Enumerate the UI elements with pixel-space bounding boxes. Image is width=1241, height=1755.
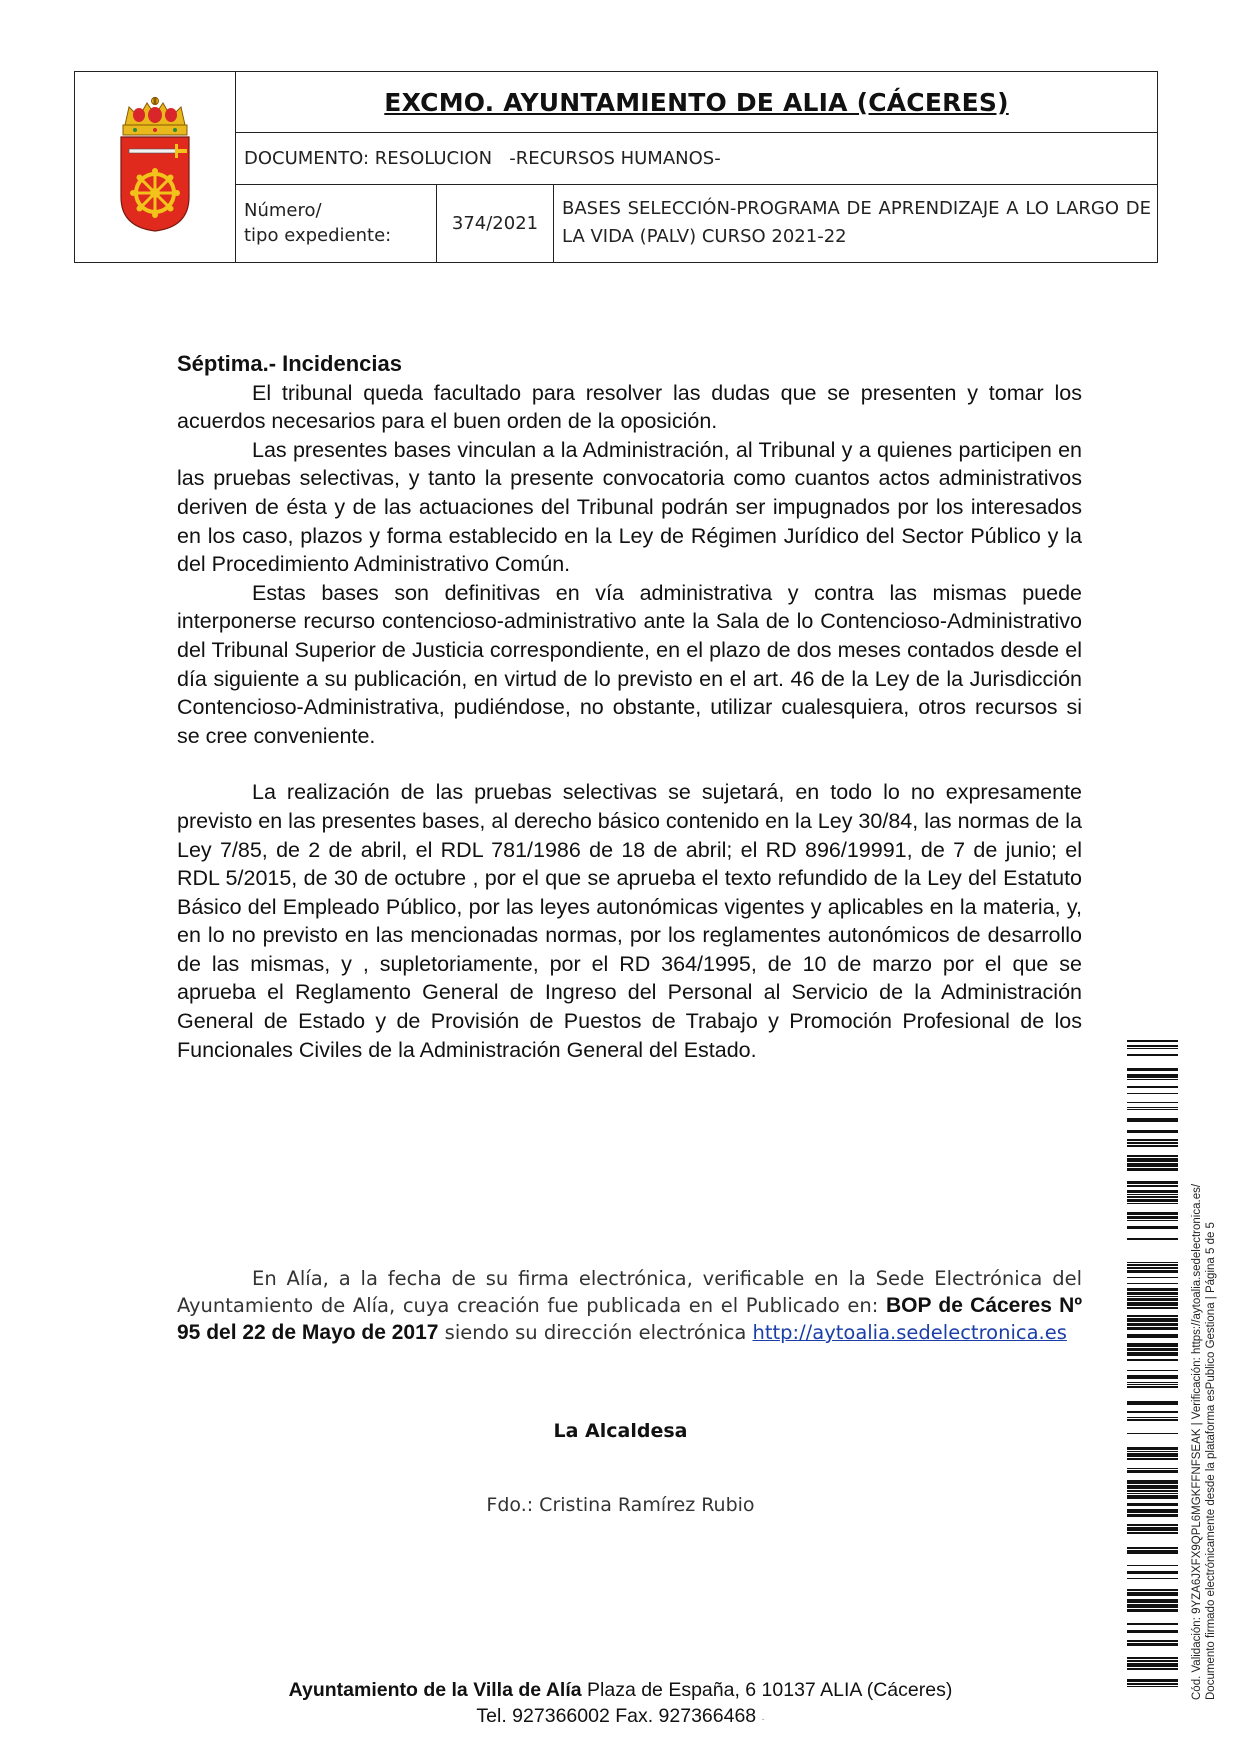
barcode-bar (1127, 1203, 1178, 1204)
barcode-bar (1127, 1318, 1178, 1322)
barcode-bar (1127, 1168, 1178, 1171)
barcode-bar (1127, 1277, 1178, 1278)
barcode-bar (1127, 1185, 1178, 1187)
barcode-bar (1127, 1578, 1178, 1579)
sede-electronica-link[interactable]: http://aytoalia.sedelectronica.es (752, 1321, 1067, 1344)
footer-address-line (0, 1677, 1241, 1703)
barcode-bar (1127, 1419, 1178, 1421)
barcode-bar (1127, 1660, 1178, 1662)
barcode-bar (1127, 1458, 1178, 1460)
org-title: EXCMO. AYUNTAMIENTO DE ALIA (CÁCERES) (236, 72, 1158, 133)
barcode-bar (1127, 1359, 1178, 1361)
barcode-bar (1127, 1640, 1178, 1642)
barcode-bar (1127, 1485, 1178, 1489)
barcode-bar (1127, 1370, 1178, 1371)
barcode-bar (1127, 1382, 1178, 1383)
barcode-bar (1127, 1283, 1178, 1284)
barcode-bar (1127, 1315, 1178, 1317)
paragraph-3: Estas bases son definitivas en vía administrativa y contra las mismas puede interponerse recurso contencioso-administrativo ante la Sala de lo Contencioso-Administrativo del Tribunal Superior de Justicia correspondiente, en el plazo de dos meses contados desde el día siguiente a su publicación, en virtud de lo previsto en el art. 46 de la Ley de la Jurisdicción Contencioso-Administrativa, pudiéndose, no obstante, utilizar cualesquiera, otros recursos si se cree conveniente. (177, 580, 1082, 748)
barcode-bar (1127, 1509, 1178, 1513)
numero-label-line-1: Número/ (244, 200, 322, 222)
footer-dash: - (761, 1714, 765, 1724)
barcode-bar (1127, 1468, 1178, 1469)
barcode-bar (1127, 1181, 1178, 1184)
barcode-bar (1127, 1401, 1178, 1405)
barcode-bar (1127, 1589, 1178, 1591)
barcode-bar (1127, 1139, 1178, 1141)
barcode-bar (1127, 1623, 1178, 1625)
barcode-bar (1127, 1343, 1178, 1347)
verification-line-2: Documento firmado electrónicamente desde la plataforma esPublico Gestiona | Página 5 de 5 (1205, 1222, 1217, 1700)
barcode-bar (1127, 1079, 1178, 1080)
barcode-bar (1127, 1163, 1178, 1167)
barcode-bar (1127, 1643, 1178, 1646)
barcode-bar (1127, 1571, 1178, 1574)
document-body (177, 350, 1082, 1064)
barcode-bar (1127, 1238, 1178, 1240)
barcode-bar (1127, 1093, 1178, 1094)
barcode-bar (1127, 1216, 1178, 1219)
barcode-bar (1127, 1194, 1178, 1195)
barcode-bar (1127, 1212, 1178, 1215)
barcode-bar (1127, 1142, 1178, 1144)
barcode-bar (1127, 1503, 1178, 1506)
expediente-description: BASES SELECCIÓN-PROGRAMA DE APRENDIZAJE A LO LARGO DE LA VIDA (PALV) CURSO 2021-22 (554, 184, 1158, 262)
barcode-bar (1127, 1417, 1178, 1418)
barcode-bar (1127, 1493, 1178, 1494)
barcode-bar (1127, 1158, 1178, 1162)
barcode-bar (1127, 1190, 1178, 1193)
barcode-bar (1127, 1302, 1178, 1306)
footer-contact-line (0, 1703, 1241, 1732)
barcode-bar (1127, 1323, 1178, 1326)
barcode-bar (1127, 1375, 1178, 1379)
footer-address: Plaza de España, 6 10137 ALIA (Cáceres) (581, 1679, 953, 1701)
barcode-bar (1127, 1145, 1178, 1147)
barcode-bar (1127, 1384, 1178, 1385)
barcode-bar (1127, 1292, 1178, 1295)
barcode-bar (1127, 1495, 1178, 1499)
barcode-bar (1127, 1155, 1178, 1157)
barcode-bar (1127, 1532, 1178, 1534)
barcode-bar (1127, 1470, 1178, 1473)
closing-text-1: En Alía, a la fecha de su firma electrónica, verificable en la Sede Electrónica del Ayuntamiento de Alía, cuya creación fue publicada en el Publicado en: (177, 1267, 1082, 1317)
logo-cell (75, 72, 236, 263)
verification-text (1190, 1120, 1230, 1700)
bop-reference: BOP de Cáceres Nº 95 del 22 de Mayo de 2017 (177, 1294, 1082, 1344)
validation-barcode (1127, 1040, 1178, 1690)
barcode-bar (1127, 1524, 1178, 1526)
signer-name: Fdo.: Cristina Ramírez Rubio (486, 1494, 755, 1516)
barcode-bar (1127, 1107, 1178, 1108)
barcode-bar (1127, 1609, 1178, 1612)
barcode-bar (1127, 1657, 1178, 1659)
barcode-bar (1127, 1262, 1178, 1263)
paragraph-4: La realización de las pruebas selectivas se sujetará, en todo lo no expresamente previsto en las presentes bases, al derecho básico contenido en la Ley 30/84, las normas de la Ley 7/85, de 2 de abril, el RDL 781/1986 de 18 de abril; el RD 896/19991, de 7 de junio; el RDL 5/2015, de 30 de octubre , por el que se aprueba el texto refundido de la Ley del Estatuto Básico del Empleado Público, por las leyes autonómicas vigentes y aplicables en la materia, y, en lo no previsto en las mencionadas normas, por los reglamentes autonómicos de desarrollo de las mismas, y , supletoriamente, por el RD 364/1995, de 10 de marzo por el que se aprueba el Reglamento General de Ingreso del Personal al Servicio de la Administración General de Estado y de Provisión de Puestos de Trabajo y Promoción Profesional de los Funcionales Civiles de la Administración General del Estado. (177, 780, 1082, 1062)
barcode-bar (1127, 1668, 1178, 1670)
barcode-bar (1127, 1267, 1178, 1269)
closing-statement (177, 1265, 1082, 1346)
barcode-bar (1127, 1604, 1178, 1608)
barcode-bar (1127, 1599, 1178, 1603)
paragraph-1: El tribunal queda facultado para resolver las dudas que se presenten y tomar los acuerdos necesarios para el buen orden de la oposición. (177, 380, 1082, 434)
barcode-bar (1127, 1527, 1178, 1531)
barcode-bar (1127, 1199, 1178, 1202)
barcode-bar (1127, 1109, 1178, 1110)
barcode-bar (1127, 1686, 1178, 1687)
document-type-text: DOCUMENTO: RESOLUCION -RECURSOS HUMANOS- (244, 147, 721, 169)
barcode-bar (1127, 1550, 1178, 1554)
document-type (236, 133, 1158, 184)
barcode-bar (1127, 1386, 1178, 1388)
barcode-bar (1127, 1592, 1178, 1596)
footer-org: Ayuntamiento de la Villa de Alía (288, 1679, 582, 1701)
document-header (74, 71, 1158, 263)
barcode-bar (1127, 1288, 1178, 1291)
barcode-bar (1127, 1068, 1178, 1071)
barcode-bar (1127, 1054, 1178, 1056)
barcode-bar (1127, 1074, 1178, 1078)
barcode-bar (1127, 1411, 1178, 1413)
barcode-bar (1127, 1086, 1178, 1088)
barcode-bar (1127, 1348, 1178, 1351)
barcode-bar (1127, 1451, 1178, 1452)
barcode-bar (1127, 1102, 1178, 1103)
numero-label-line-2: tipo expediente: (244, 225, 392, 247)
barcode-bar (1127, 1270, 1178, 1273)
closing-text-2: siendo su dirección electrónica (438, 1321, 753, 1344)
barcode-bar (1127, 1048, 1178, 1049)
barcode-bar (1127, 1327, 1178, 1330)
barcode-bar (1127, 1296, 1178, 1297)
barcode-bar (1127, 1334, 1178, 1338)
barcode-bar (1127, 1453, 1178, 1457)
barcode-bar (1127, 1040, 1178, 1042)
barcode-bar (1127, 1630, 1178, 1633)
barcode-bar (1127, 1679, 1178, 1682)
expediente-number: 374/2021 (437, 184, 554, 262)
barcode-bar (1127, 1514, 1178, 1517)
barcode-bar (1127, 1298, 1178, 1301)
verification-line-1: Cód. Validación: 9YZA6JXFX9QPL6MGKFFNFSEAK | Verificación: https://aytoalia.sedelectronica.es/ (1191, 1183, 1203, 1700)
barcode-bar (1127, 1447, 1178, 1450)
paragraph-2: Las presentes bases vinculan a la Administración, al Tribunal y a quienes participen en las pruebas selectivas, y tanto la presente convocatoria como cuantos actos administrativos deriven de ésta y de las actuaciones del Tribunal podrán ser impugnados por los interesados en los caso, plazos y forma establecido en la Ley de Régimen Jurídico del Sector Público y la del Procedimiento Administrativo Común. (177, 437, 1082, 577)
numero-label (236, 184, 437, 262)
barcode-bar (1127, 1307, 1178, 1309)
barcode-bar (1127, 1226, 1178, 1229)
page-footer (0, 1677, 1241, 1732)
barcode-bar (1127, 1264, 1178, 1266)
footer-contact: Tel. 927366002 Fax. 927366468 (476, 1705, 757, 1727)
barcode-bar (1127, 1480, 1178, 1484)
coat-of-arms-icon (115, 97, 195, 233)
barcode-bar (1127, 1352, 1178, 1356)
barcode-bar (1127, 1045, 1178, 1047)
barcode-bar (1127, 1683, 1178, 1685)
barcode-bar (1127, 1433, 1178, 1434)
barcode-bar (1127, 1663, 1178, 1667)
barcode-bar (1127, 1547, 1178, 1549)
barcode-bar (1127, 1220, 1178, 1221)
section-title: Séptima.- Incidencias (177, 351, 402, 376)
closing-paragraph (177, 1265, 1082, 1346)
barcode-bar (1127, 1130, 1178, 1133)
signer-role: La Alcaldesa (553, 1420, 688, 1442)
barcode-bar (1127, 1196, 1178, 1198)
barcode-bar (1127, 1490, 1178, 1492)
barcode-bar (1127, 1118, 1178, 1122)
barcode-bar (1127, 1565, 1178, 1566)
